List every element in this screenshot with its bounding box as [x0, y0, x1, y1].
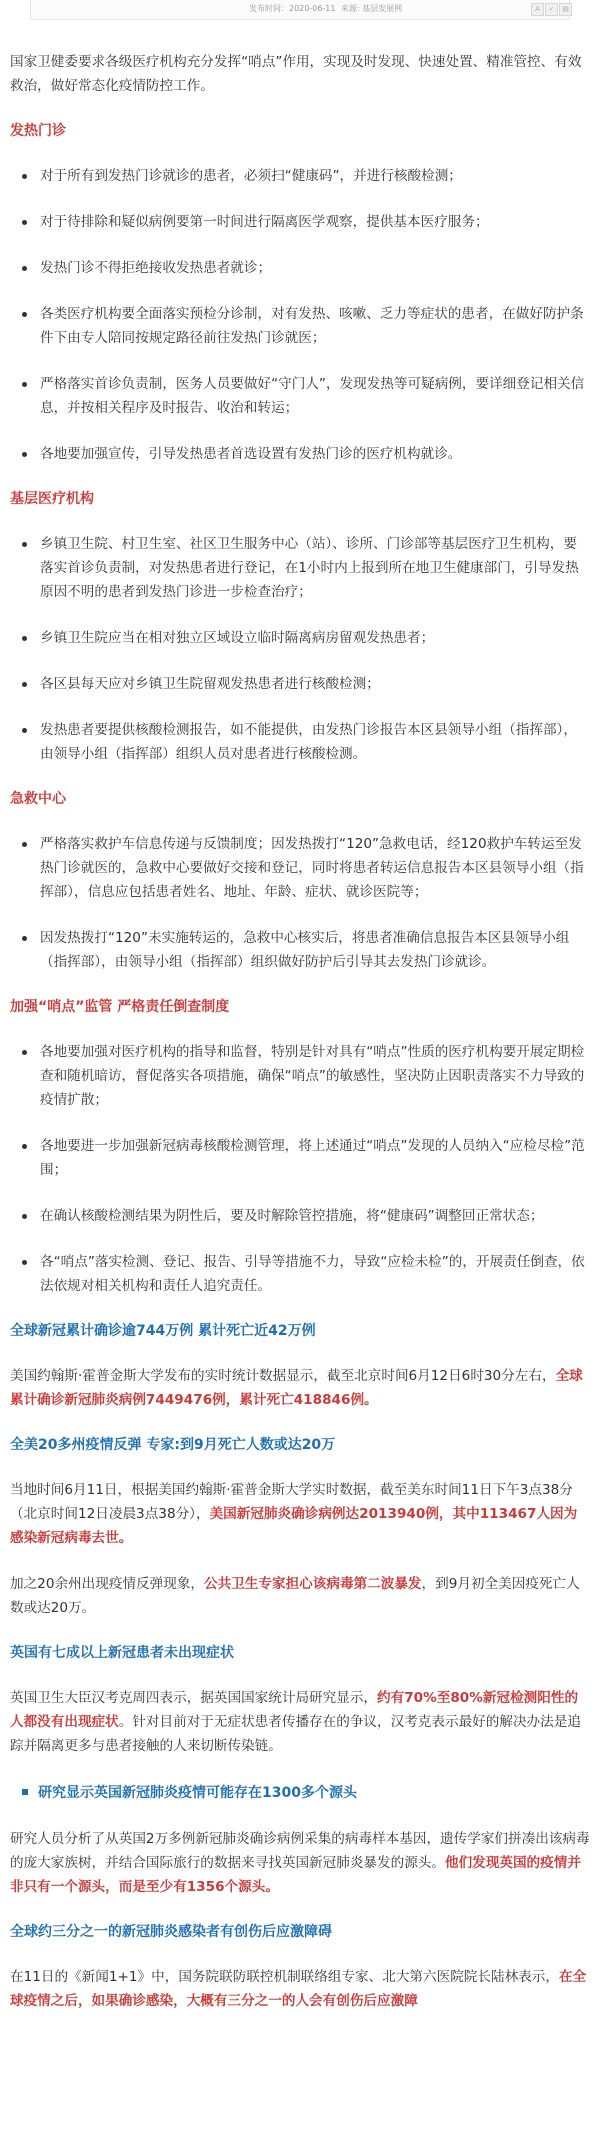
print-icon[interactable]: ▤: [559, 3, 572, 16]
list-item: 发热门诊不得拒绝接收发热患者就诊；: [10, 256, 590, 280]
article-source: 来源: 基层发展网: [341, 4, 403, 13]
uk-paragraph-2: [10, 1827, 590, 1899]
list-item: 严格落实救护车信息传递与反馈制度；因发热拨打“120”急救电话，经120救护车转运至发热门诊就医的，急救中心要做好交接和登记，同时将患者转运信息报告本区县领导小组（指挥部），信息应包括患者姓名、地址、年龄、症状、就诊医院等；: [10, 832, 590, 904]
ptsd-paragraph: [10, 1965, 590, 2013]
paragraph-text: 在11日的《新闻1+1》中，国务院联防联控机制联络组专家、北大第六医院院长陆林表示，: [10, 1969, 559, 1985]
paragraph-text: 美国约翰斯·霍普金斯大学发布的实时统计数据显示，截至北京时间6月12日6时30分左右，: [10, 1368, 556, 1384]
supervision-list: [10, 1040, 590, 1298]
highlighted-text: 美国新冠肺炎确诊病例达2013940例，其中113467人因为感染新冠病毒去世。: [10, 1506, 578, 1546]
section-title-global-cases: 全球新冠累计确诊逾744万例 累计死亡近42万例: [10, 1323, 316, 1339]
list-item: 因发热拨打“120”未实施转运的，急救中心核实后，将患者准确信息报告本区县领导小组（指挥部），由领导小组（指挥部）组织做好防护后引导其去发热门诊就诊。: [10, 926, 590, 974]
paragraph-text: 英国卫生大臣汉考克周四表示，据英国国家统计局研究显示，: [10, 1690, 378, 1706]
emergency-list: [10, 832, 590, 974]
list-item: 发热患者要提供核酸检测报告，如不能提供，由发热门诊报告本区县领导小组（指挥部），由领导小组（指挥部）组织人员对患者进行核酸检测。: [10, 718, 590, 766]
section-title-emergency: 急救中心: [10, 791, 66, 807]
subheading-text: 研究显示英国新冠肺炎疫情可能存在1300多个源头: [38, 1785, 357, 1801]
list-item: 各地要加强宣传，引导发热患者首选设置有发热门诊的医疗机构就诊。: [10, 442, 590, 466]
list-item: 各类医疗机构要全面落实预检分诊制，对有发热、咳嗽、乏力等症状的患者，在做好防护条件下由专人陪同按规定路径前往发热门诊就医；: [10, 302, 590, 350]
article-meta-bar: [30, 0, 570, 20]
us-rebound-paragraph-2: [10, 1572, 590, 1620]
list-item: 各“哨点”落实检测、登记、报告、引导等措施不力，导致“应检未检”的，开展责任倒查，依法依规对相关机构和责任人追究责任。: [10, 1250, 590, 1298]
list-item: 对于待排除和疑似病例要第一时间进行隔离医学观察，提供基本医疗服务；: [10, 210, 590, 234]
publish-time: 发布时间：2020-06-11: [249, 4, 336, 13]
us-rebound-paragraph-1: [10, 1478, 590, 1550]
square-bullet-icon: [22, 1789, 28, 1795]
list-item: 各地要加强对医疗机构的指导和监督，特别是针对具有“哨点”性质的医疗机构要开展定期检查和随机暗访，督促落实各项措施，确保“哨点”的敏感性，坚决防止因职责落实不力导致的疫情扩散；: [10, 1040, 590, 1112]
share-icon[interactable]: ✓: [545, 3, 558, 16]
list-item: 各地要进一步加强新冠病毒核酸检测管理，将上述通过“哨点”发现的人员纳入“应检尽检”范围；: [10, 1134, 590, 1182]
highlighted-text: 公共卫生专家担心该病毒第二波暴发: [204, 1576, 422, 1592]
uk-paragraph-1: [10, 1686, 590, 1758]
fever-clinic-list: [10, 164, 590, 466]
list-item: 各区县每天应对乡镇卫生院留观发热患者进行核酸检测；: [10, 672, 590, 696]
section-title-fever-clinic: 发热门诊: [10, 123, 66, 139]
paragraph-text: 。针对目前对于无症状患者传播存在的争议，汉考克表示最好的解决办法是追踪并隔离更多与患者接触的人来切断传染链。: [10, 1714, 581, 1754]
list-item: 乡镇卫生院应当在相对独立区域设立临时隔离病房留观发热患者；: [10, 626, 590, 650]
section-title-us-rebound: 全美20多州疫情反弹 专家:到9月死亡人数或达20万: [10, 1437, 336, 1453]
article-body: [10, 50, 590, 2035]
uk-subheading: [10, 1780, 590, 1805]
primary-care-list: [10, 532, 590, 766]
paragraph-text: 研究人员分析了从英国2万多例新冠肺炎确诊病例采集的病毒样本基因，遗传学家们拼凑出该病毒的庞大家族树，并结合国际旅行的数据来寻找英国新冠肺炎暴发的源头。: [10, 1831, 590, 1871]
section-title-uk: 英国有七成以上新冠患者未出现症状: [10, 1645, 234, 1661]
list-item: 在确认核酸检测结果为阴性后，要及时解除管控措施，将“健康码”调整回正常状态；: [10, 1204, 590, 1228]
highlighted-text: 他们发现英国的疫情并非只有一个源头，而是至少有1356个源头。: [10, 1855, 581, 1895]
highlighted-text: 全球累计确诊新冠肺炎病例7449476例，累计死亡418846例。: [10, 1368, 583, 1408]
paragraph-text: 加之20余州出现疫情反弹现象，: [10, 1576, 205, 1592]
global-cases-paragraph: [10, 1364, 590, 1412]
paragraph-text: ，到9月初全美因疫死亡人数或达20万。: [10, 1576, 580, 1616]
highlighted-text: 约有70%至80%新冠检测阳性的人都没有出现症状: [10, 1690, 579, 1730]
section-title-ptsd: 全球约三分之一的新冠肺炎感染者有创伤后应激障碍: [10, 1924, 332, 1940]
intro-paragraph: 国家卫健委要求各级医疗机构充分发挥“哨点”作用，实现及时发现、快速处置、精准管控、有效救治，做好常态化疫情防控工作。: [10, 54, 582, 94]
section-title-supervision: 加强“哨点”监管 严格责任倒查制度: [10, 999, 230, 1015]
paragraph-text: 当地时间6月11日，根据美国约翰斯·霍普金斯大学实时数据，截至美东时间11日下午3点38分（北京时间12日凌晨3点38分），: [10, 1482, 573, 1522]
font-size-icon[interactable]: A: [531, 3, 544, 16]
list-item: 对于所有到发热门诊就诊的患者，必须扫“健康码”，并进行核酸检测；: [10, 164, 590, 188]
list-item: 严格落实首诊负责制，医务人员要做好“守门人”，发现发热等可疑病例，要详细登记相关信息，并按相关程序及时报告、收治和转运；: [10, 372, 590, 420]
list-item: 乡镇卫生院、村卫生室、社区卫生服务中心（站）、诊所、门诊部等基层医疗卫生机构，要落实首诊负责制，对发热患者进行登记，在1小时内上报到所在地卫生健康部门，引导发热原因不明的患者到发热门诊进一步检查治疗；: [10, 532, 590, 604]
section-title-primary-care: 基层医疗机构: [10, 491, 94, 507]
highlighted-text: 在全球疫情之后，如果确诊感染，大概有三分之一的人会有创伤后应激障: [10, 1969, 587, 2009]
